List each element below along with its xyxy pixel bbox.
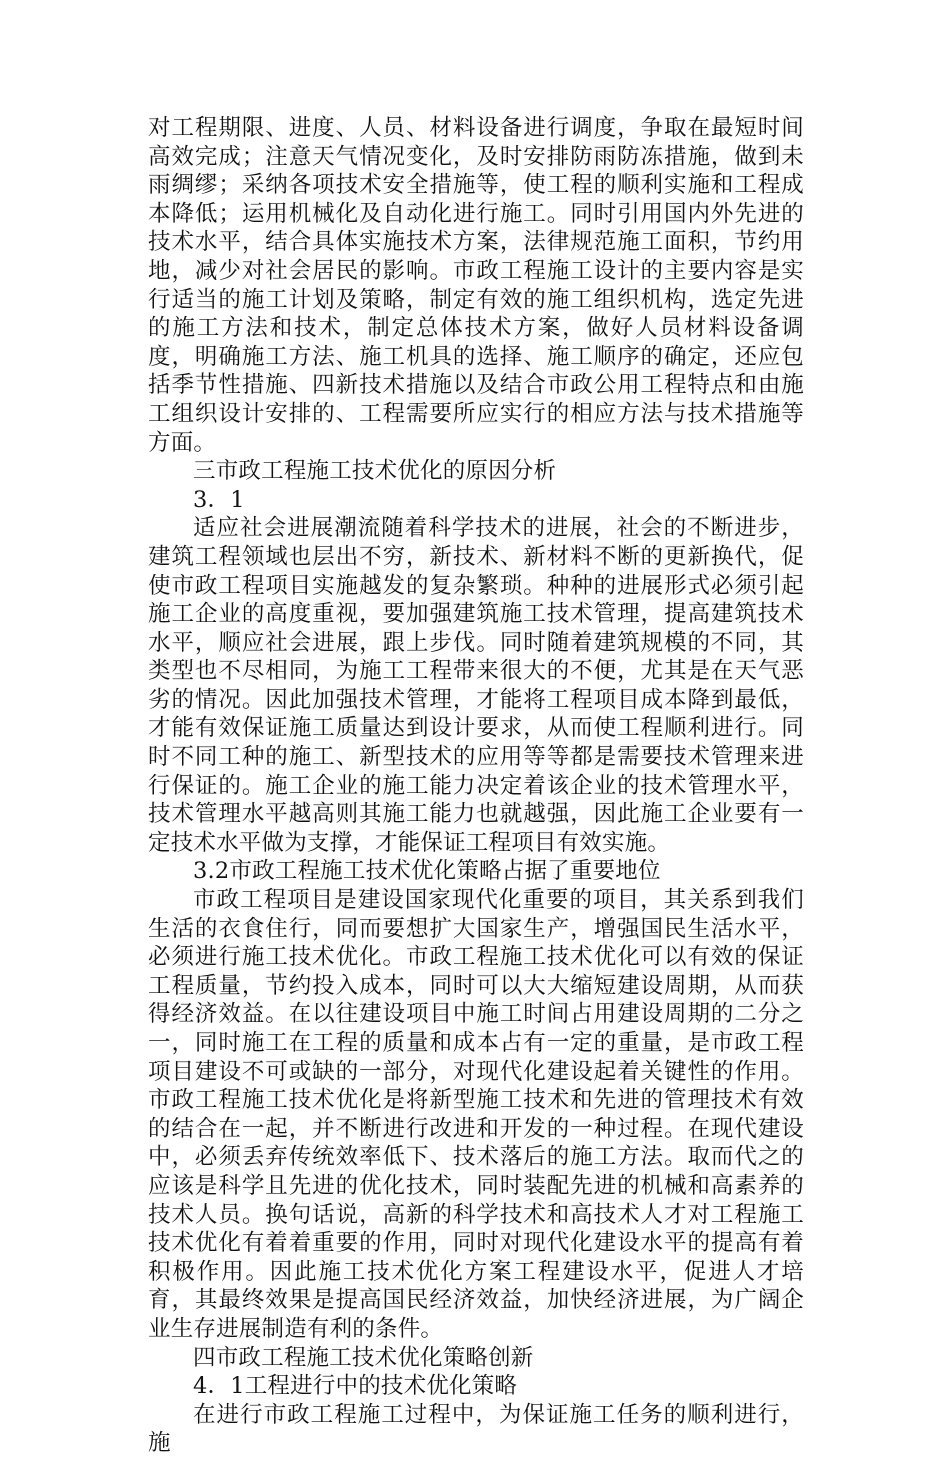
subsection-heading: 3.2市政工程施工技术优化策略占据了重要地位 xyxy=(193,858,661,885)
subsection-heading: 4．1工程进行中的技术优化策略 xyxy=(193,1373,518,1400)
subsection-number: 3．1 xyxy=(193,486,245,513)
body-paragraph: 对工程期限、进度、人员、材料设备进行调度，争取在最短时间高效完成；注意天气情况变化，及时安排防雨防冻措施，做到未雨绸缪；采纳各项技术安全措施等，使工程的顺利实施和工程成本降低；运用机械化及自动化进行施工。同时引用国内外先进的技术水平，结合具体实施技术方案，法律规范施工面积，节约用地，减少对社会居民的影响。市政工程施工设计的主要内容是实行适当的施工计划及策略，制定有效的施工组织机构，选定先进的施工方法和技术，制定总体技术方案，做好人员材料设备调度，明确施工方法、施工机具的选择、施工顺序的确定，还应包括季节性措施、四新技术措施以及结合市政公用工程特点和由施工组织设计安排的、工程需要所应实行的相应方法与技术措施等方面。 xyxy=(148,115,804,456)
document-body xyxy=(148,114,804,1458)
section-heading: 四市政工程施工技术优化策略创新 xyxy=(193,1344,534,1371)
body-paragraph: 适应社会进展潮流随着科学技术的进展，社会的不断进步，建筑工程领域也层出不穷，新技术、新材料不断的更新换代，促使市政工程项目实施越发的复杂繁琐。种种的进展形式必须引起施工企业的高度重视，要加强建筑施工技术管理，提高建筑技术水平，顺应社会进展，跟上步伐。同时随着建筑规模的不同，其类型也不尽相同，为施工工程带来很大的不便，尤其是在天气恶劣的情况。因此加强技术管理，才能将工程项目成本降到最低，才能有效保证施工质量达到设计要求，从而使工程顺利进行。同时不同工种的施工、新型技术的应用等等都是需要技术管理来进行保证的。施工企业的施工能力决定着该企业的技术管理水平，技术管理水平越高则其施工能力也就越强，因此施工企业要有一定技术水平做为支撑，才能保证工程项目有效实施。 xyxy=(148,515,804,856)
body-paragraph: 在进行市政工程施工过程中，为保证施工任务的顺利进行，施 xyxy=(148,1401,804,1457)
body-paragraph: 市政工程项目是建设国家现代化重要的项目，其关系到我们生活的衣食住行，同而要想扩大国家生产，增强国民生活水平，必须进行施工技术优化。市政工程施工技术优化可以有效的保证工程质量，节约投入成本，同时可以大大缩短建设周期，从而获得经济效益。在以往建设项目中施工时间占用建设周期的二分之一，同时施工在工程的质量和成本占有一定的重量，是市政工程项目建设不可或缺的一部分，对现代化建设起着关键性的作用。市政工程施工技术优化是将新型施工技术和先进的管理技术有效的结合在一起，并不断进行改进和开发的一种过程。在现代建设中，必须丢弃传统效率低下、技术落后的施工方法。取而代之的应该是科学且先进的优化技术，同时装配先进的机械和高素养的技术人员。换句话说，高新的科学技术和高技术人才对工程施工技术优化有着着重要的作用，同时对现代化建设水平的提高有着积极作用。因此施工技术优化方案工程建设水平，促进人才培育，其最终效果是提高国民经济效益，加快经济进展，为广阔企业生存进展制造有利的条件。 xyxy=(148,887,804,1342)
section-heading: 三市政工程施工技术优化的原因分析 xyxy=(193,458,557,485)
